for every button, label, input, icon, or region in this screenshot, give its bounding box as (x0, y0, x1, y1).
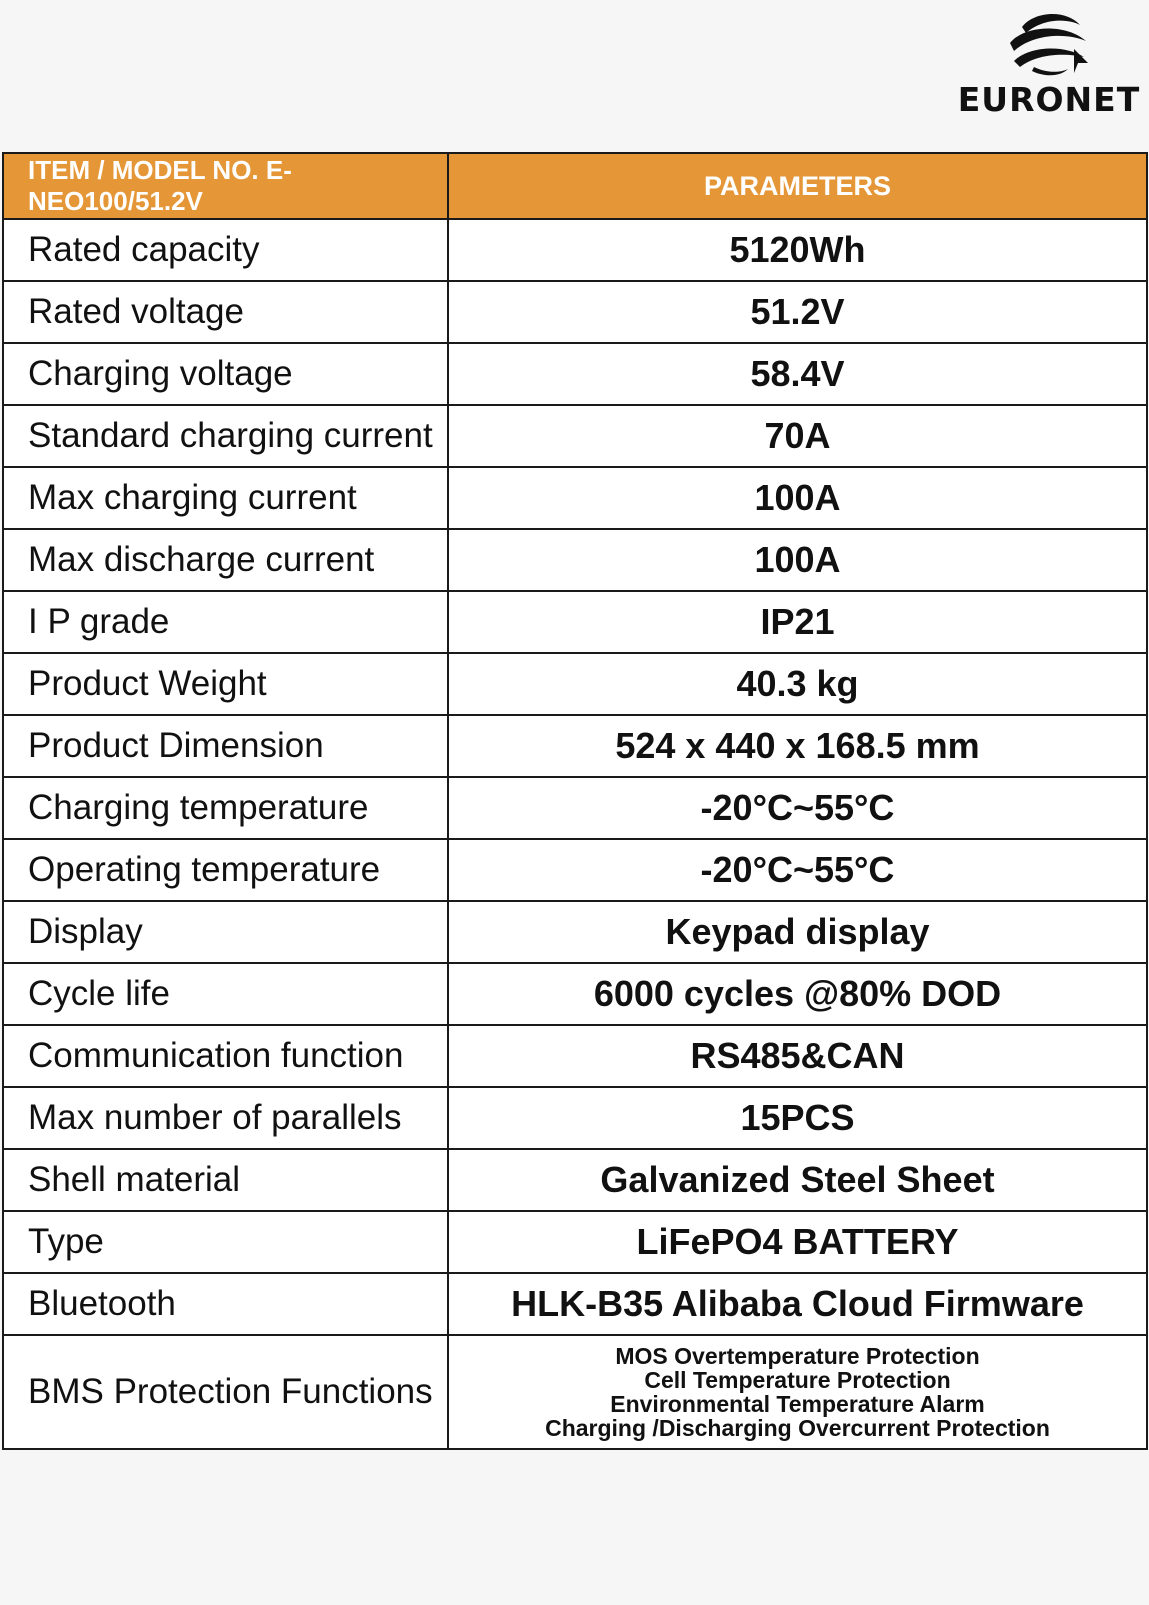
row-value: 51.2V (448, 281, 1147, 343)
table-row (3, 715, 1147, 777)
bms-row (3, 1335, 1147, 1449)
row-label: Max charging current (3, 467, 448, 529)
row-label: Bluetooth (3, 1273, 448, 1335)
table-row (3, 467, 1147, 529)
table-row (3, 343, 1147, 405)
row-value: 40.3 kg (448, 653, 1147, 715)
table-row (3, 281, 1147, 343)
table-row (3, 405, 1147, 467)
row-label: Standard charging current (3, 405, 448, 467)
table-row (3, 591, 1147, 653)
row-label: Type (3, 1211, 448, 1273)
row-value: IP21 (448, 591, 1147, 653)
row-label: Operating temperature (3, 839, 448, 901)
row-label: Charging voltage (3, 343, 448, 405)
row-label: Product Weight (3, 653, 448, 715)
table-row (3, 839, 1147, 901)
header-parameters: PARAMETERS (448, 153, 1147, 219)
row-value: RS485&CAN (448, 1025, 1147, 1087)
bms-value (448, 1335, 1147, 1449)
table-header-row (3, 153, 1147, 219)
row-value: 70A (448, 405, 1147, 467)
table-row (3, 1087, 1147, 1149)
table-row (3, 777, 1147, 839)
row-value: LiFePO4 BATTERY (448, 1211, 1147, 1273)
row-value: -20°C~55°C (448, 777, 1147, 839)
row-value: Galvanized Steel Sheet (448, 1149, 1147, 1211)
row-value: 58.4V (448, 343, 1147, 405)
table-row (3, 901, 1147, 963)
brand-logo (949, 0, 1149, 130)
spec-table (2, 152, 1148, 1450)
table-row (3, 1273, 1147, 1335)
row-label: Rated voltage (3, 281, 448, 343)
row-value: -20°C~55°C (448, 839, 1147, 901)
globe-swoosh-icon (1004, 5, 1090, 81)
row-label: Shell material (3, 1149, 448, 1211)
bms-label: BMS Protection Functions (3, 1335, 448, 1449)
row-value: 6000 cycles @80% DOD (448, 963, 1147, 1025)
table-row (3, 653, 1147, 715)
table-row (3, 963, 1147, 1025)
bms-function-line: Charging /Discharging Overcurrent Protection (545, 1415, 1050, 1441)
bms-function-line: Cell Temperature Protection (644, 1367, 951, 1393)
table-row (3, 1149, 1147, 1211)
table-row (3, 529, 1147, 591)
header-item-model: ITEM / MODEL NO. E-NEO100/51.2V (3, 153, 448, 219)
row-label: Max discharge current (3, 529, 448, 591)
bms-function-line: MOS Overtemperature Protection (615, 1343, 980, 1369)
row-label: Communication function (3, 1025, 448, 1087)
row-label: Product Dimension (3, 715, 448, 777)
row-label: I P grade (3, 591, 448, 653)
brand-name: EURONET (957, 80, 1141, 119)
table-row (3, 219, 1147, 281)
row-label: Display (3, 901, 448, 963)
row-label: Charging temperature (3, 777, 448, 839)
bms-function-line: Environmental Temperature Alarm (610, 1391, 985, 1417)
row-label: Cycle life (3, 963, 448, 1025)
row-label: Max number of parallels (3, 1087, 448, 1149)
row-value: 100A (448, 529, 1147, 591)
table-row (3, 1211, 1147, 1273)
table-row (3, 1025, 1147, 1087)
row-label: Rated capacity (3, 219, 448, 281)
row-value: 5120Wh (448, 219, 1147, 281)
row-value: Keypad display (448, 901, 1147, 963)
bms-functions-list (449, 1344, 1146, 1440)
row-value: HLK-B35 Alibaba Cloud Firmware (448, 1273, 1147, 1335)
row-value: 15PCS (448, 1087, 1147, 1149)
row-value: 100A (448, 467, 1147, 529)
row-value: 524 x 440 x 168.5 mm (448, 715, 1147, 777)
